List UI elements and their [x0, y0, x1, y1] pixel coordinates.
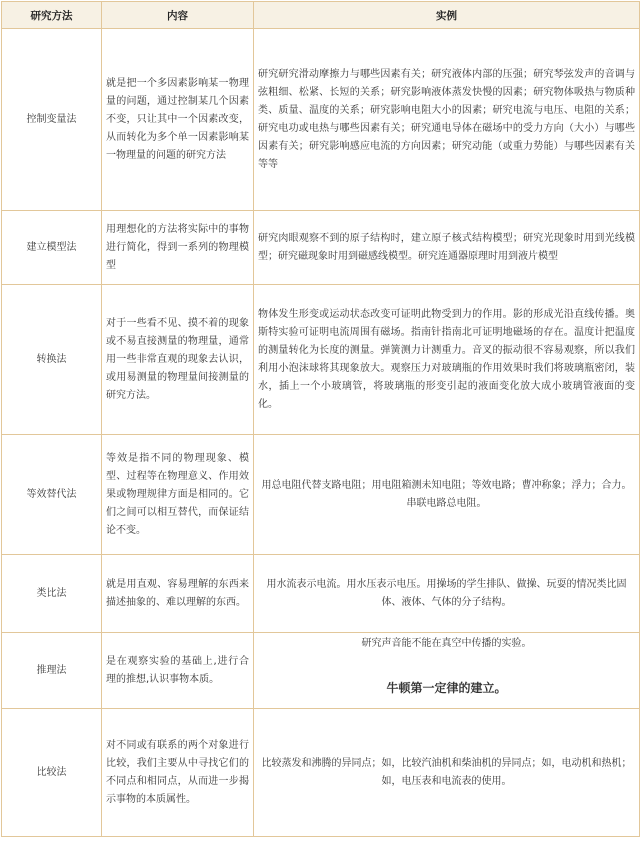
header-example: 实例 — [254, 2, 640, 29]
table-row — [2, 285, 640, 435]
method-cell: 转换法 — [2, 285, 102, 435]
example-cell: 研究肉眼观察不到的原子结构时，建立原子核式结构模型；研究光现象时用到光线模型；研究磁现象时用到磁感线模型。研究连通器原理时用到液片模型 — [254, 211, 640, 285]
method-cell: 建立模型法 — [2, 211, 102, 285]
content-cell: 等效是指不同的物理现象、模型、过程等在物理意义、作用效果或物理规律方面是相同的。它们之间可以相互替代，而保证结论不变。 — [102, 435, 254, 555]
research-methods-table — [1, 1, 640, 837]
content-cell: 就是用直观、容易理解的东西来描述抽象的、难以理解的东西。 — [102, 555, 254, 633]
method-cell: 比较法 — [2, 709, 102, 837]
table-row — [2, 211, 640, 285]
example-cell: 比较蒸发和沸腾的异同点；如，比较汽油机和柴油机的异同点；如，电动机和热机；如，电压表和电流表的使用。 — [254, 709, 640, 837]
header-content: 内容 — [102, 2, 254, 29]
header-row — [2, 2, 640, 29]
content-cell: 用理想化的方法将实际中的事物进行简化，得到一系列的物理模型 — [102, 211, 254, 285]
method-cell: 等效替代法 — [2, 435, 102, 555]
example-cell — [254, 633, 640, 709]
content-cell: 对不同或有联系的两个对象进行比较，我们主要从中寻找它们的不同点和相同点，从而进一步揭示事物的本质属性。 — [102, 709, 254, 837]
table-row — [2, 555, 640, 633]
table-row — [2, 633, 640, 709]
table-row — [2, 29, 640, 211]
example-cell: 用总电阻代替支路电阻；用电阻箱测未知电阻；等效电路；曹冲称象；浮力；合力。串联电路总电阻。 — [254, 435, 640, 555]
example-cell: 物体发生形变或运动状态改变可证明此物受到力的作用。影的形成光沿直线传播。奥斯特实验可证明电流周围有磁场。指南针指南北可证明地磁场的存在。温度计把温度的测量转化为长度的测量。弹簧测力计测重力。音叉的振动很不容易观察，所以我们利用小泡沫球将其现象放大。观察压力对玻璃瓶的作用效果时我们将玻璃瓶密闭，装水，插上一个小玻璃管，将玻璃瓶的形变引起的液面变化放大成小玻璃管液面的变化。 — [254, 285, 640, 435]
header-method: 研究方法 — [2, 2, 102, 29]
table-row — [2, 709, 640, 837]
example-text: 研究声音能不能在真空中传播的实验。 — [361, 638, 532, 649]
table-row — [2, 435, 640, 555]
example-cell: 用水流表示电流。用水压表示电压。用操场的学生排队、做操、玩耍的情况类比固体、液体、气体的分子结构。 — [254, 555, 640, 633]
example-text-large: 牛顿第一定律的建立。 — [386, 681, 507, 695]
content-cell: 对于一些看不见、摸不着的现象或不易直接测量的物理量，通常用一些非常直观的现象去认识，或用易测量的物理量间接测量的研究方法。 — [102, 285, 254, 435]
content-cell: 是在观察实验的基础上,进行合理的推想,认识事物本质。 — [102, 633, 254, 709]
method-cell: 推理法 — [2, 633, 102, 709]
content-cell: 就是把一个多因素影响某一物理量的问题，通过控制某几个因素不变，只让其中一个因素改变，从而转化为多个单一因素影响某一物理量的问题的研究方法 — [102, 29, 254, 211]
method-cell: 类比法 — [2, 555, 102, 633]
method-cell: 控制变量法 — [2, 29, 102, 211]
example-cell: 研究研究滑动摩擦力与哪些因素有关；研究液体内部的压强；研究琴弦发声的音调与弦粗细、松紧、长短的关系；研究影响液体蒸发快慢的因素；研究物体吸热与物质种类、质量、温度的关系；研究影响电阻大小的因素；研究电流与电压、电阻的关系；研究电功或电热与哪些因素有关；研究通电导体在磁场中的受力方向（大小）与哪些因素有关；研究影响感应电流的方向因素；研究动能（或重力势能）与哪些因素有关等等 — [254, 29, 640, 211]
